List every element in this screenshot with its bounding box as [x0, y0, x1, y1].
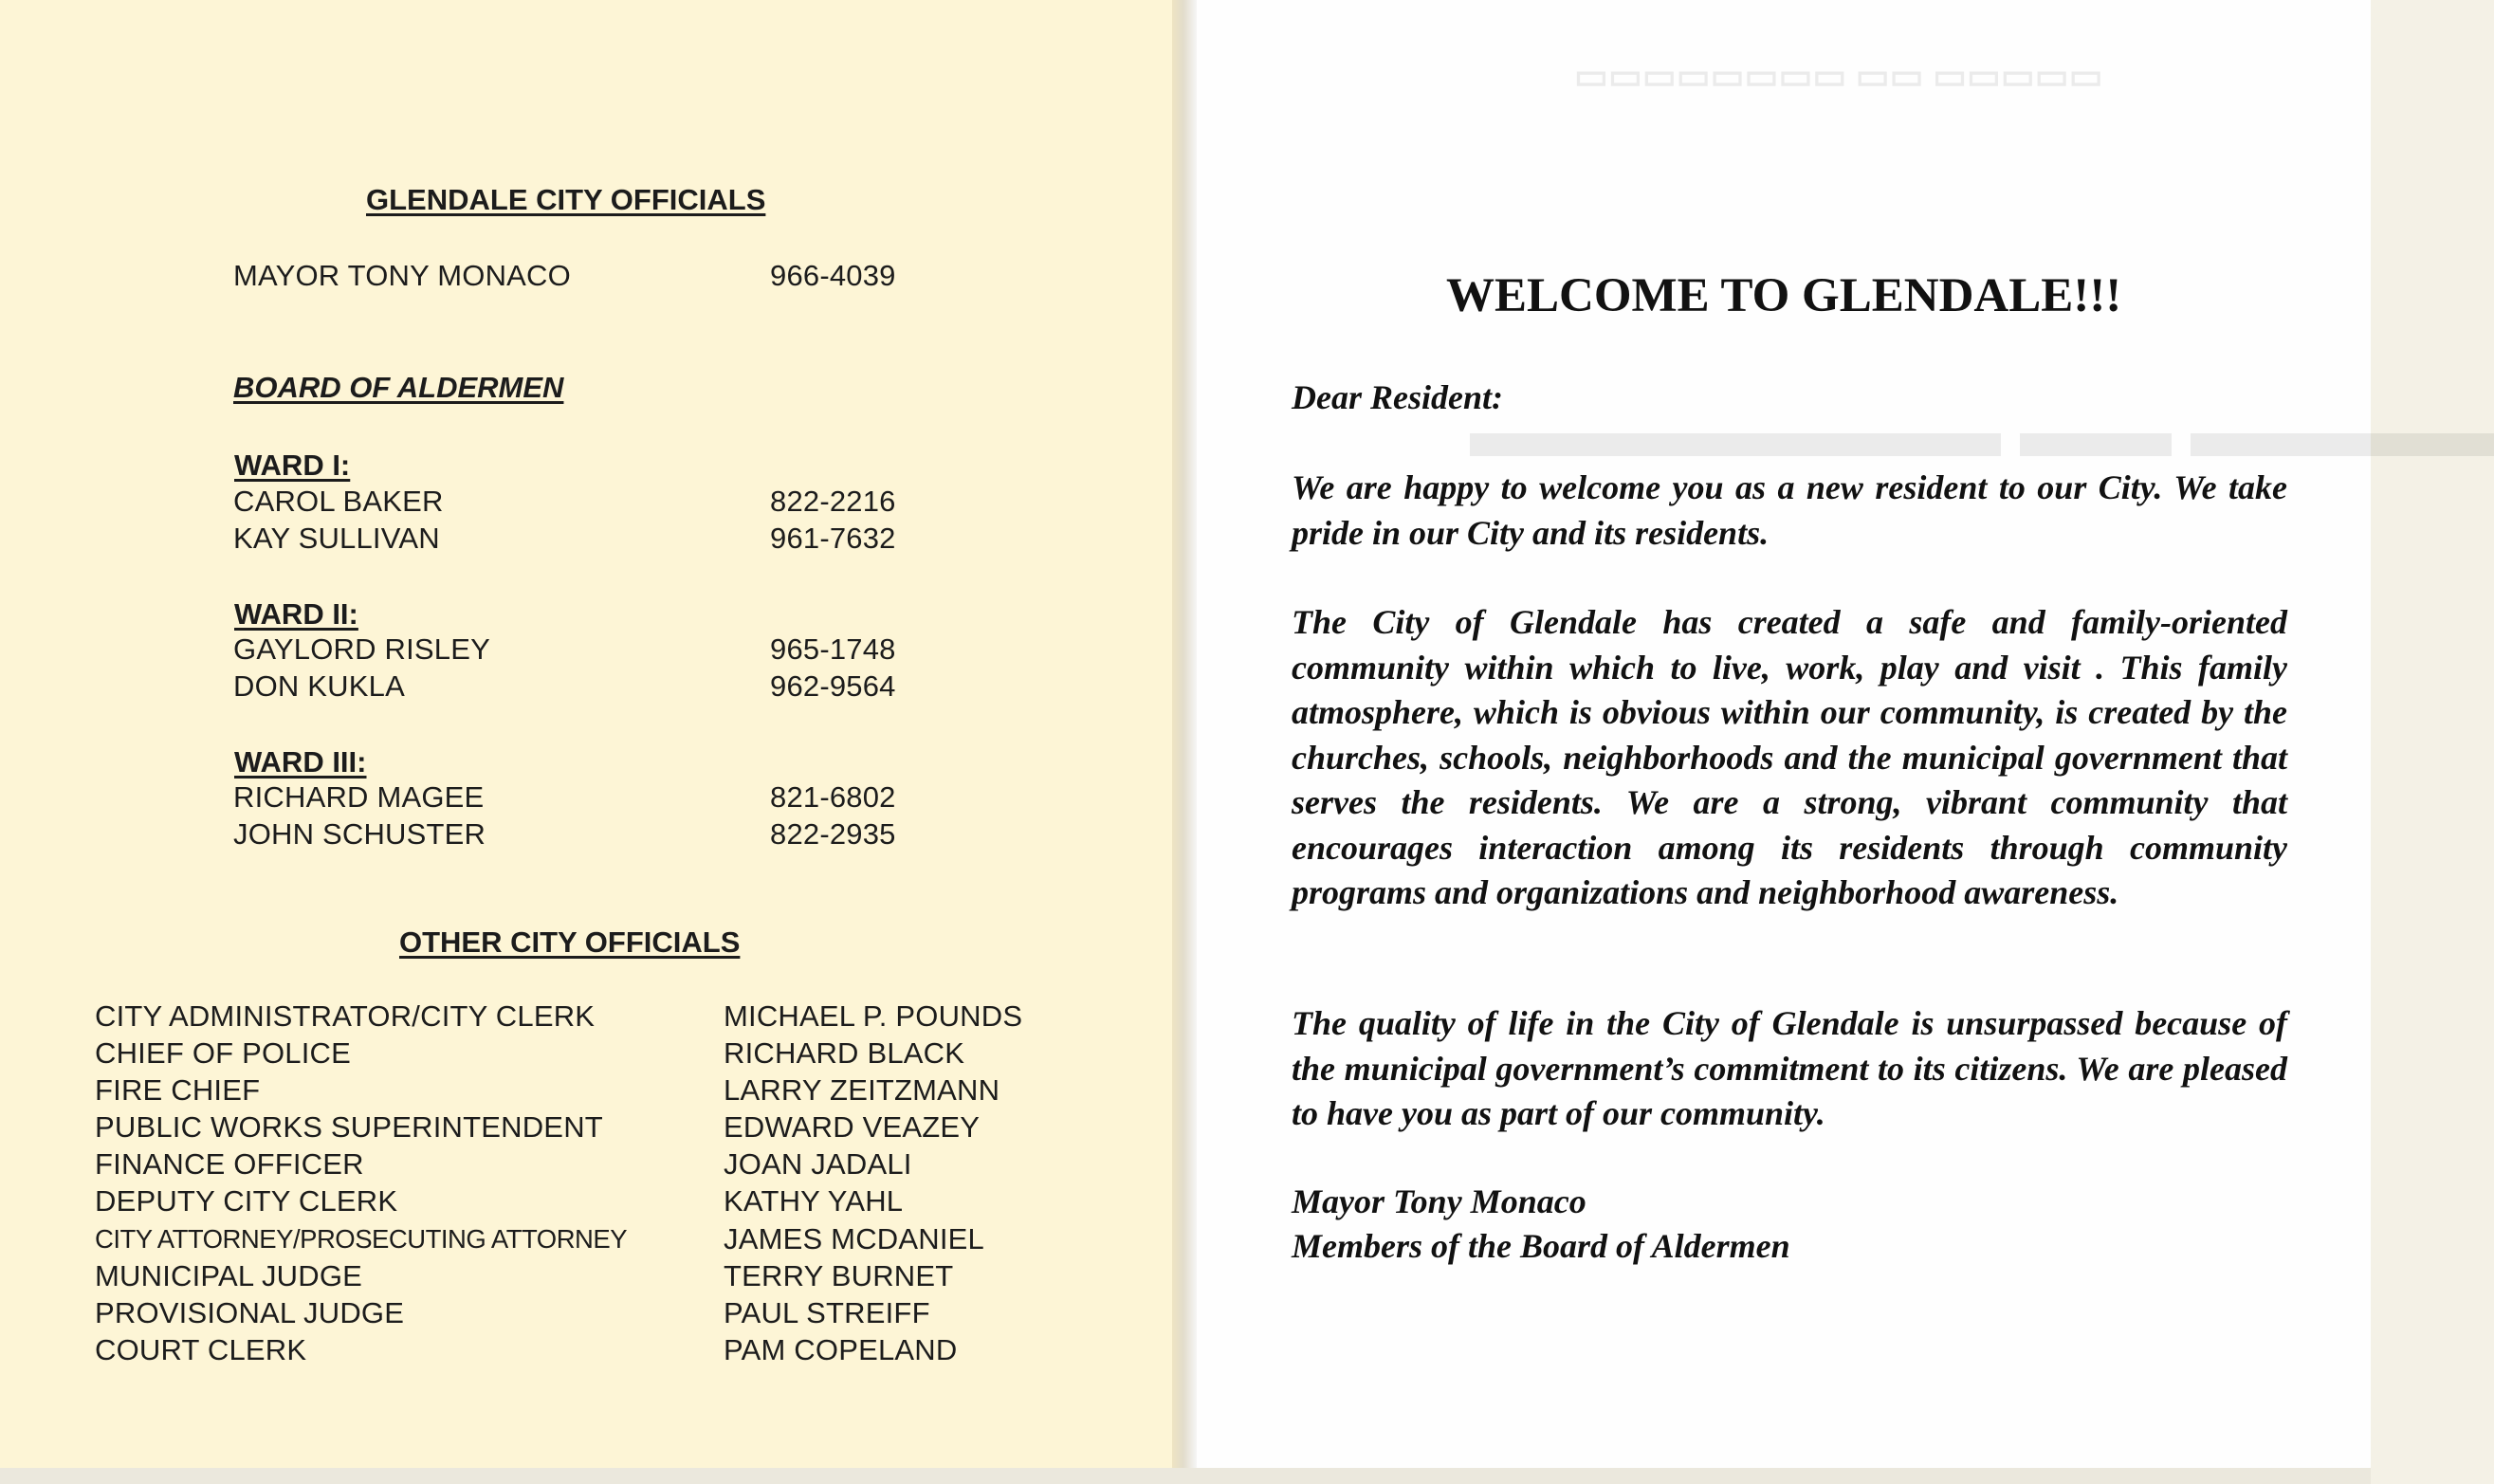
board-of-aldermen-heading: BOARD OF ALDERMEN [233, 371, 564, 404]
mayor-phone: 966-4039 [770, 259, 896, 292]
ward-1-label: WARD I: [234, 449, 351, 482]
official-title: FIRE CHIEF [95, 1073, 261, 1107]
letter-paragraph: We are happy to welcome you as a new resident to our City. We take pride in our City and its residents. [1292, 468, 2287, 552]
welcome-title: WELCOME TO GLENDALE!!! [1446, 269, 2122, 322]
official-title: PUBLIC WORKS SUPERINTENDENT [95, 1110, 603, 1144]
alderman-name: JOHN SCHUSTER [233, 817, 486, 851]
official-title: CHIEF OF POLICE [95, 1036, 351, 1070]
alderman-phone: 961-7632 [770, 522, 896, 555]
alderman-name: KAY SULLIVAN [233, 522, 440, 555]
official-name: EDWARD VEAZEY [724, 1110, 981, 1144]
ward-3-label: WARD III: [234, 745, 367, 779]
official-name: JAMES MCDANIEL [724, 1222, 984, 1255]
ward-2-label: WARD II: [234, 597, 358, 631]
alderman-name: GAYLORD RISLEY [233, 632, 490, 666]
official-name: TERRY BURNET [724, 1259, 954, 1292]
alderman-phone: 821-6802 [770, 780, 896, 814]
alderman-name: RICHARD MAGEE [233, 780, 485, 814]
bleed-through-ghost: ▬▬▬▬ ▬▬ ▬▬▬▬▬▬▬ [1470, 390, 2494, 473]
official-title: PROVISIONAL JUDGE [95, 1296, 405, 1329]
official-name: LARRY ZEITZMANN [724, 1073, 1000, 1107]
other-officials-heading: OTHER CITY OFFICIALS [399, 925, 741, 959]
official-name: PAM COPELAND [724, 1333, 958, 1366]
official-title: CITY ADMINISTRATOR/CITY CLERK [95, 999, 596, 1033]
alderman-phone: 965-1748 [770, 632, 896, 666]
salutation: Dear Resident: [1292, 378, 1503, 416]
mayor-name: MAYOR TONY MONACO [233, 259, 571, 292]
page-bottom-edge [0, 1468, 2371, 1484]
city-officials-heading: GLENDALE CITY OFFICIALS [366, 183, 766, 216]
official-name: MICHAEL P. POUNDS [724, 999, 1023, 1033]
alderman-phone: 822-2216 [770, 485, 896, 518]
alderman-phone: 962-9564 [770, 669, 896, 703]
bleed-through-ghost: ▭▭▭▭▭ ▭▭ ▭▭▭▭▭▭▭▭ [1574, 57, 2103, 97]
official-title: MUNICIPAL JUDGE [95, 1259, 363, 1292]
page-gutter [1172, 0, 1197, 1484]
letter-paragraph: The City of Glendale has created a safe and family-oriented community within which to live, work, play and visit . This family atmosphere, which is obvious within our community, is created by the churches, schools, neighborhoods and the municipal government that serves the residents. We are a strong, vibrant community that encourages interaction among its residents through community programs and organizations and neighborhood awareness. [1292, 603, 2287, 911]
official-title: CITY ATTORNEY/PROSECUTING ATTORNEY [95, 1224, 628, 1254]
official-name: KATHY YAHL [724, 1184, 904, 1218]
official-title: FINANCE OFFICER [95, 1147, 364, 1181]
official-title: COURT CLERK [95, 1333, 307, 1366]
alderman-name: CAROL BAKER [233, 485, 444, 518]
official-name: PAUL STREIFF [724, 1296, 930, 1329]
letter-paragraph: The quality of life in the City of Glendale is unsurpassed because of the municipal government’s commitment to its citizens. We are pleased to have you as part of our community. [1292, 1004, 2287, 1132]
alderman-phone: 822-2935 [770, 817, 896, 851]
signature-mayor: Mayor Tony Monaco [1292, 1182, 1586, 1220]
official-name: JOAN JADALI [724, 1147, 912, 1181]
official-title: DEPUTY CITY CLERK [95, 1184, 398, 1218]
signature-board: Members of the Board of Aldermen [1292, 1227, 1790, 1265]
alderman-name: DON KUKLA [233, 669, 405, 703]
official-name: RICHARD BLACK [724, 1036, 965, 1070]
